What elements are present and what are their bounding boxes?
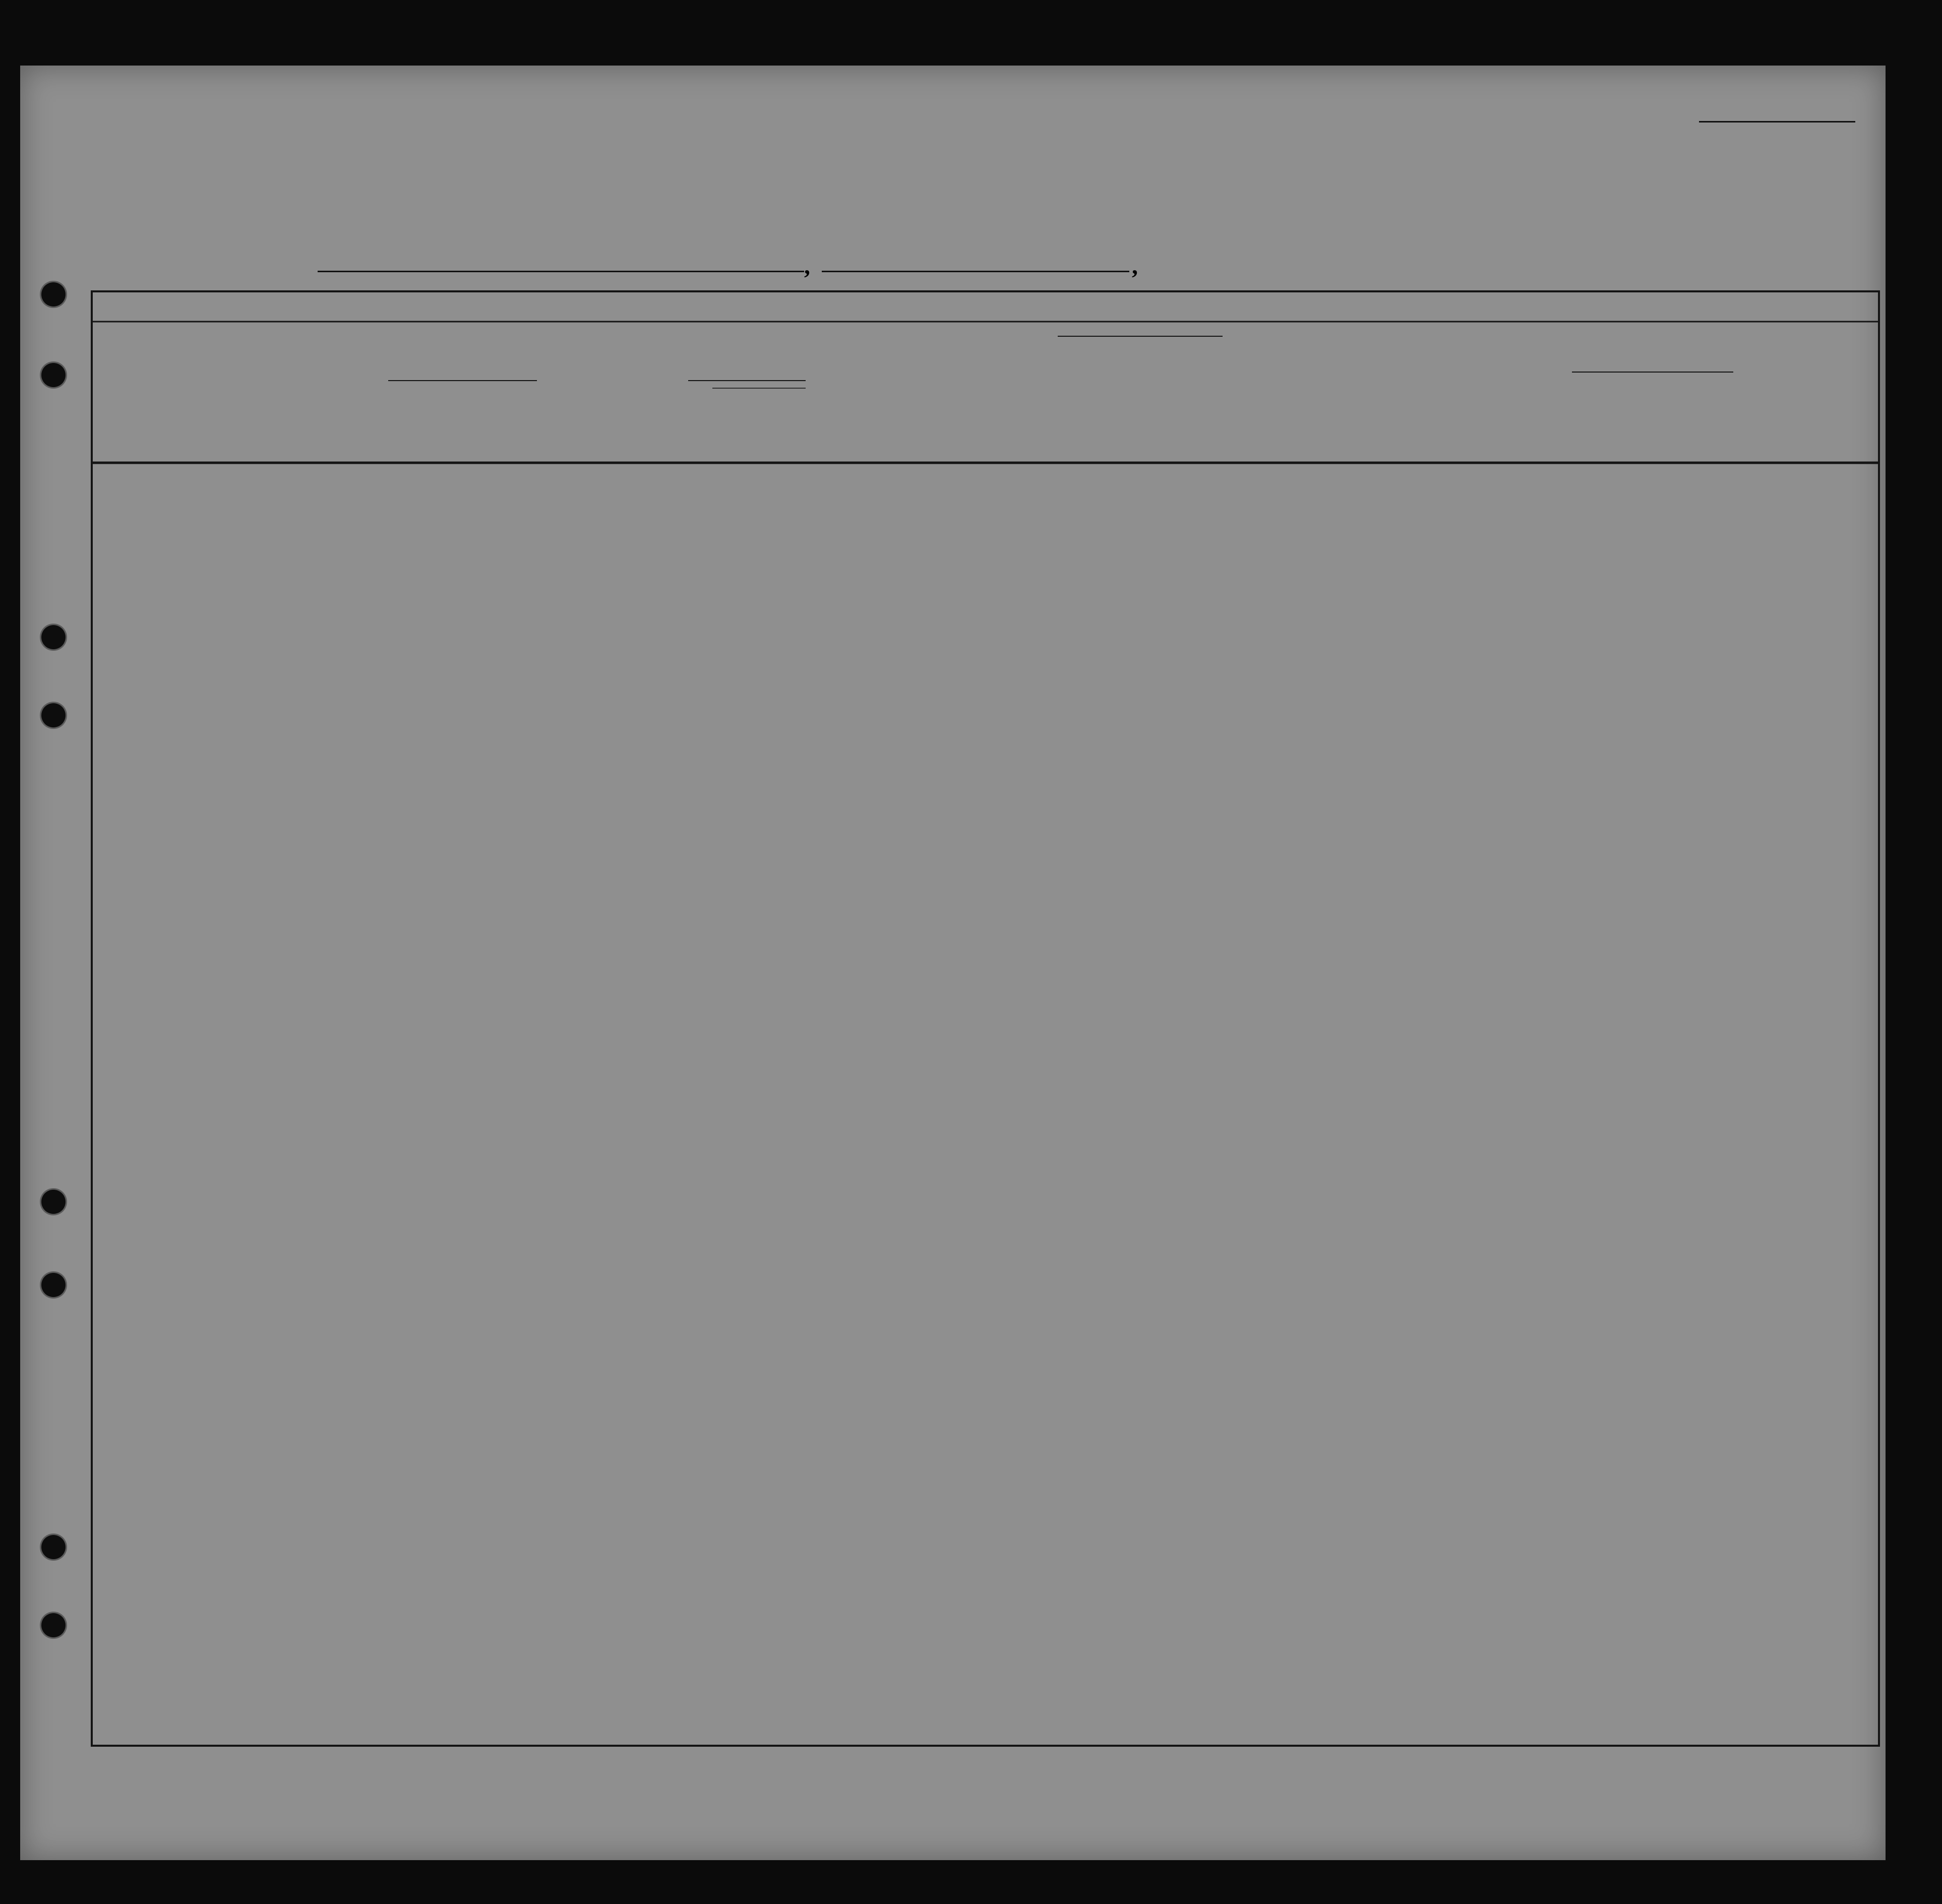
manifest-grid bbox=[20, 66, 1886, 1860]
comma-1: , bbox=[804, 253, 810, 279]
binder-hole bbox=[41, 1535, 66, 1559]
binder-hole bbox=[41, 1273, 66, 1297]
binder-hole bbox=[41, 703, 66, 727]
binder-hole bbox=[41, 363, 66, 387]
binder-hole bbox=[41, 282, 66, 306]
binder-hole bbox=[41, 625, 66, 649]
comma-2: , bbox=[1132, 253, 1138, 279]
manifest-sheet bbox=[20, 66, 1886, 1860]
binder-hole bbox=[41, 1190, 66, 1214]
binder-hole bbox=[41, 1613, 66, 1637]
